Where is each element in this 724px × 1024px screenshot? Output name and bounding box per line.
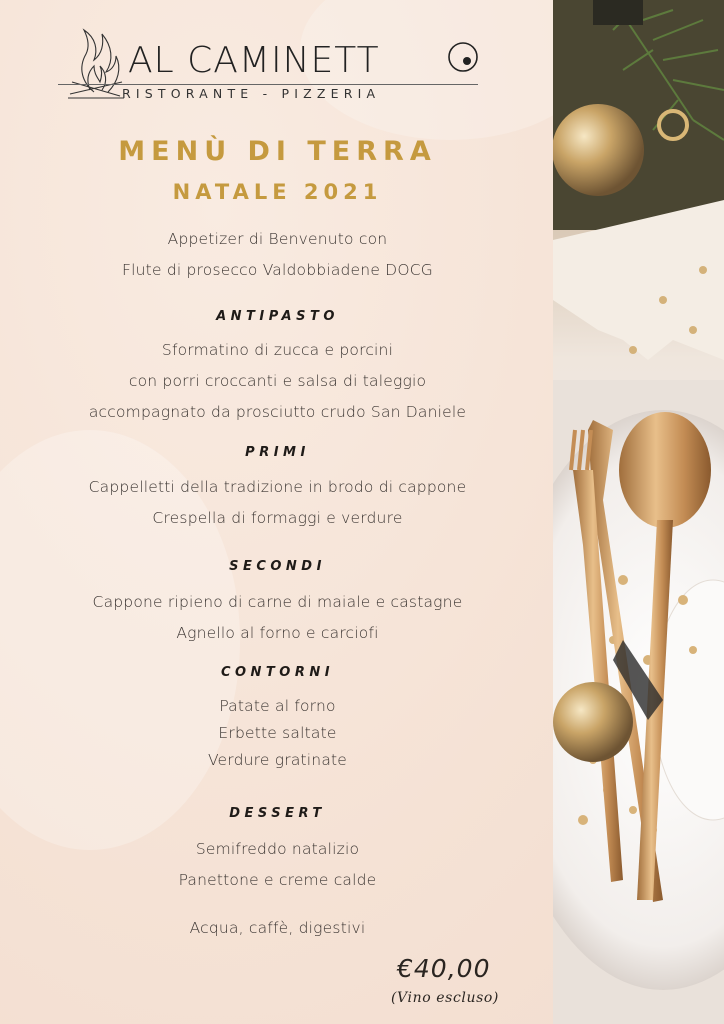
restaurant-logo <box>58 18 488 108</box>
menu-title: MENÙ DI TERRA <box>118 136 437 167</box>
flame-logo-icon <box>64 20 128 100</box>
menu-item: Patate al forno <box>219 697 336 715</box>
menu-price: €40,00 <box>397 954 491 983</box>
logo-o-icon <box>446 40 480 74</box>
section-title-dessert: DESSERT <box>229 806 326 821</box>
section-title-contorni: CONTORNI <box>220 665 335 680</box>
welcome-line: Appetizer di Benvenuto con <box>167 230 388 248</box>
menu-subtitle: NATALE 2021 <box>172 180 383 204</box>
menu-item: Erbette saltate <box>218 724 337 742</box>
menu-item: Semifreddo natalizio <box>195 840 360 858</box>
logo-name: AL CAMINETT <box>128 40 380 81</box>
menu-item: Panettone e creme calde <box>178 871 377 889</box>
welcome-line: Flute di prosecco Valdobbiadene DOCG <box>122 261 433 279</box>
section-title-secondi: SECONDI <box>229 559 326 574</box>
ornament-ball-icon <box>553 104 644 196</box>
logo-divider <box>58 84 478 85</box>
menu-item: con porri croccanti e salsa di taleggio <box>128 372 427 390</box>
table-setting-illustration <box>553 0 724 1024</box>
christmas-table-photo <box>553 0 724 1024</box>
menu-item: Agnello al forno e carciofi <box>176 624 379 642</box>
price-note: (Vino escluso) <box>391 990 499 1006</box>
menu-item: Sformatino di zucca e porcini <box>161 341 394 359</box>
menu-item: Cappone ripieno di carne di maiale e castagne <box>92 593 463 611</box>
section-title-antipasto: ANTIPASTO <box>216 309 339 324</box>
menu-item: Crespella di formaggi e verdure <box>152 509 403 527</box>
section-title-primi: PRIMI <box>245 445 310 460</box>
spoon-icon <box>619 412 711 528</box>
menu-item: accompagnato da prosciutto crudo San Daniele <box>88 403 467 421</box>
menu-item: Verdure gratinate <box>207 751 348 769</box>
ornament-ball-icon <box>553 682 633 762</box>
menu-item: Cappelletti della tradizione in brodo di cappone <box>88 478 467 496</box>
menu-extras: Acqua, caffè, digestivi <box>189 919 366 937</box>
logo-tagline: RISTORANTE - PIZZERIA <box>122 86 381 101</box>
